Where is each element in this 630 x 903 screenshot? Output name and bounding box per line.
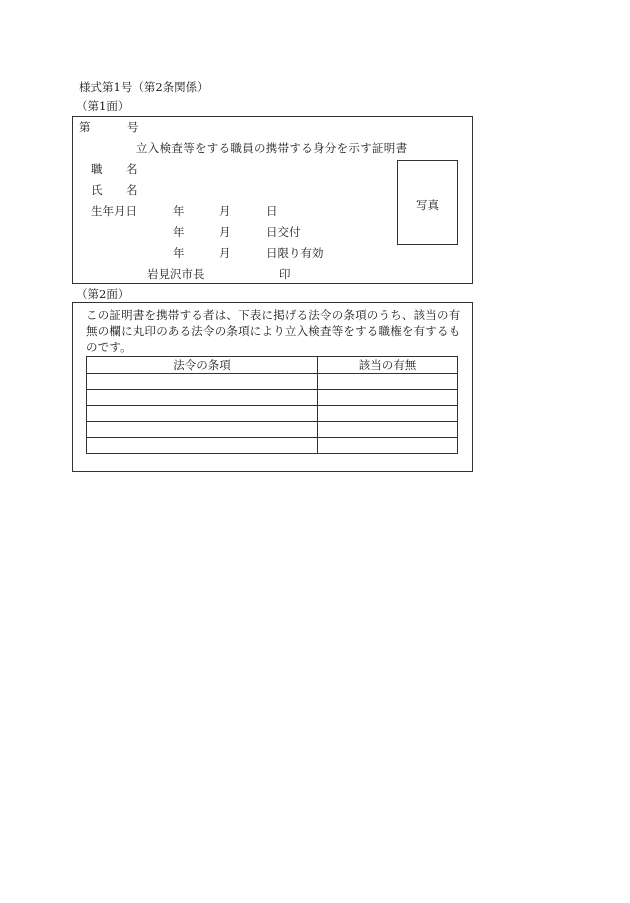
statute-table <box>86 356 458 454</box>
applicability-cell <box>318 438 458 454</box>
number-prefix: 第 <box>79 120 91 134</box>
form-title: 様式第1号（第2条関係） <box>79 80 209 94</box>
name-label-1: 氏 <box>91 183 103 197</box>
seal-mark: 印 <box>279 267 291 281</box>
position-label-1: 職 <box>91 162 103 176</box>
birthdate-month: 月 <box>219 204 231 218</box>
number-suffix: 号 <box>127 120 139 134</box>
name-label-2: 名 <box>126 183 138 197</box>
statute-cell <box>87 406 318 422</box>
issuer-name: 岩見沢市長 <box>147 267 205 281</box>
table-row <box>87 438 458 454</box>
table-row <box>87 406 458 422</box>
applicability-cell <box>318 422 458 438</box>
applicability-cell <box>318 374 458 390</box>
side2-label: （第2面） <box>76 287 130 301</box>
issued-day: 日交付 <box>266 225 301 239</box>
certificate-title: 立入検査等をする職員の携帯する身分を示す証明書 <box>136 141 408 155</box>
statute-cell <box>87 374 318 390</box>
side1-label: （第1面） <box>76 99 130 113</box>
statute-cell <box>87 438 318 454</box>
table-header-row <box>87 357 458 374</box>
applicability-cell <box>318 390 458 406</box>
header-statute: 法令の条項 <box>87 357 318 374</box>
valid-year: 年 <box>173 246 185 260</box>
position-label-2: 名 <box>126 162 138 176</box>
birthdate-day: 日 <box>266 204 278 218</box>
birthdate-label: 生年月日 <box>91 204 137 218</box>
table-row <box>87 390 458 406</box>
header-applicability: 該当の有無 <box>318 357 458 374</box>
photo-box <box>397 160 458 245</box>
issued-year: 年 <box>173 225 185 239</box>
statute-cell <box>87 422 318 438</box>
photo-label: 写真 <box>416 198 439 212</box>
table-row <box>87 374 458 390</box>
valid-until: 日限り有効 <box>266 246 324 260</box>
applicability-cell <box>318 406 458 422</box>
issued-month: 月 <box>219 225 231 239</box>
statute-cell <box>87 390 318 406</box>
authority-paragraph: この証明書を携帯する者は、下表に掲げる法令の条項のうち、該当の有無の欄に丸印のある法令の条項により立入検査等をする職権を有するものです。 <box>86 308 461 354</box>
birthdate-year: 年 <box>173 204 185 218</box>
table-row <box>87 422 458 438</box>
valid-month: 月 <box>219 246 231 260</box>
